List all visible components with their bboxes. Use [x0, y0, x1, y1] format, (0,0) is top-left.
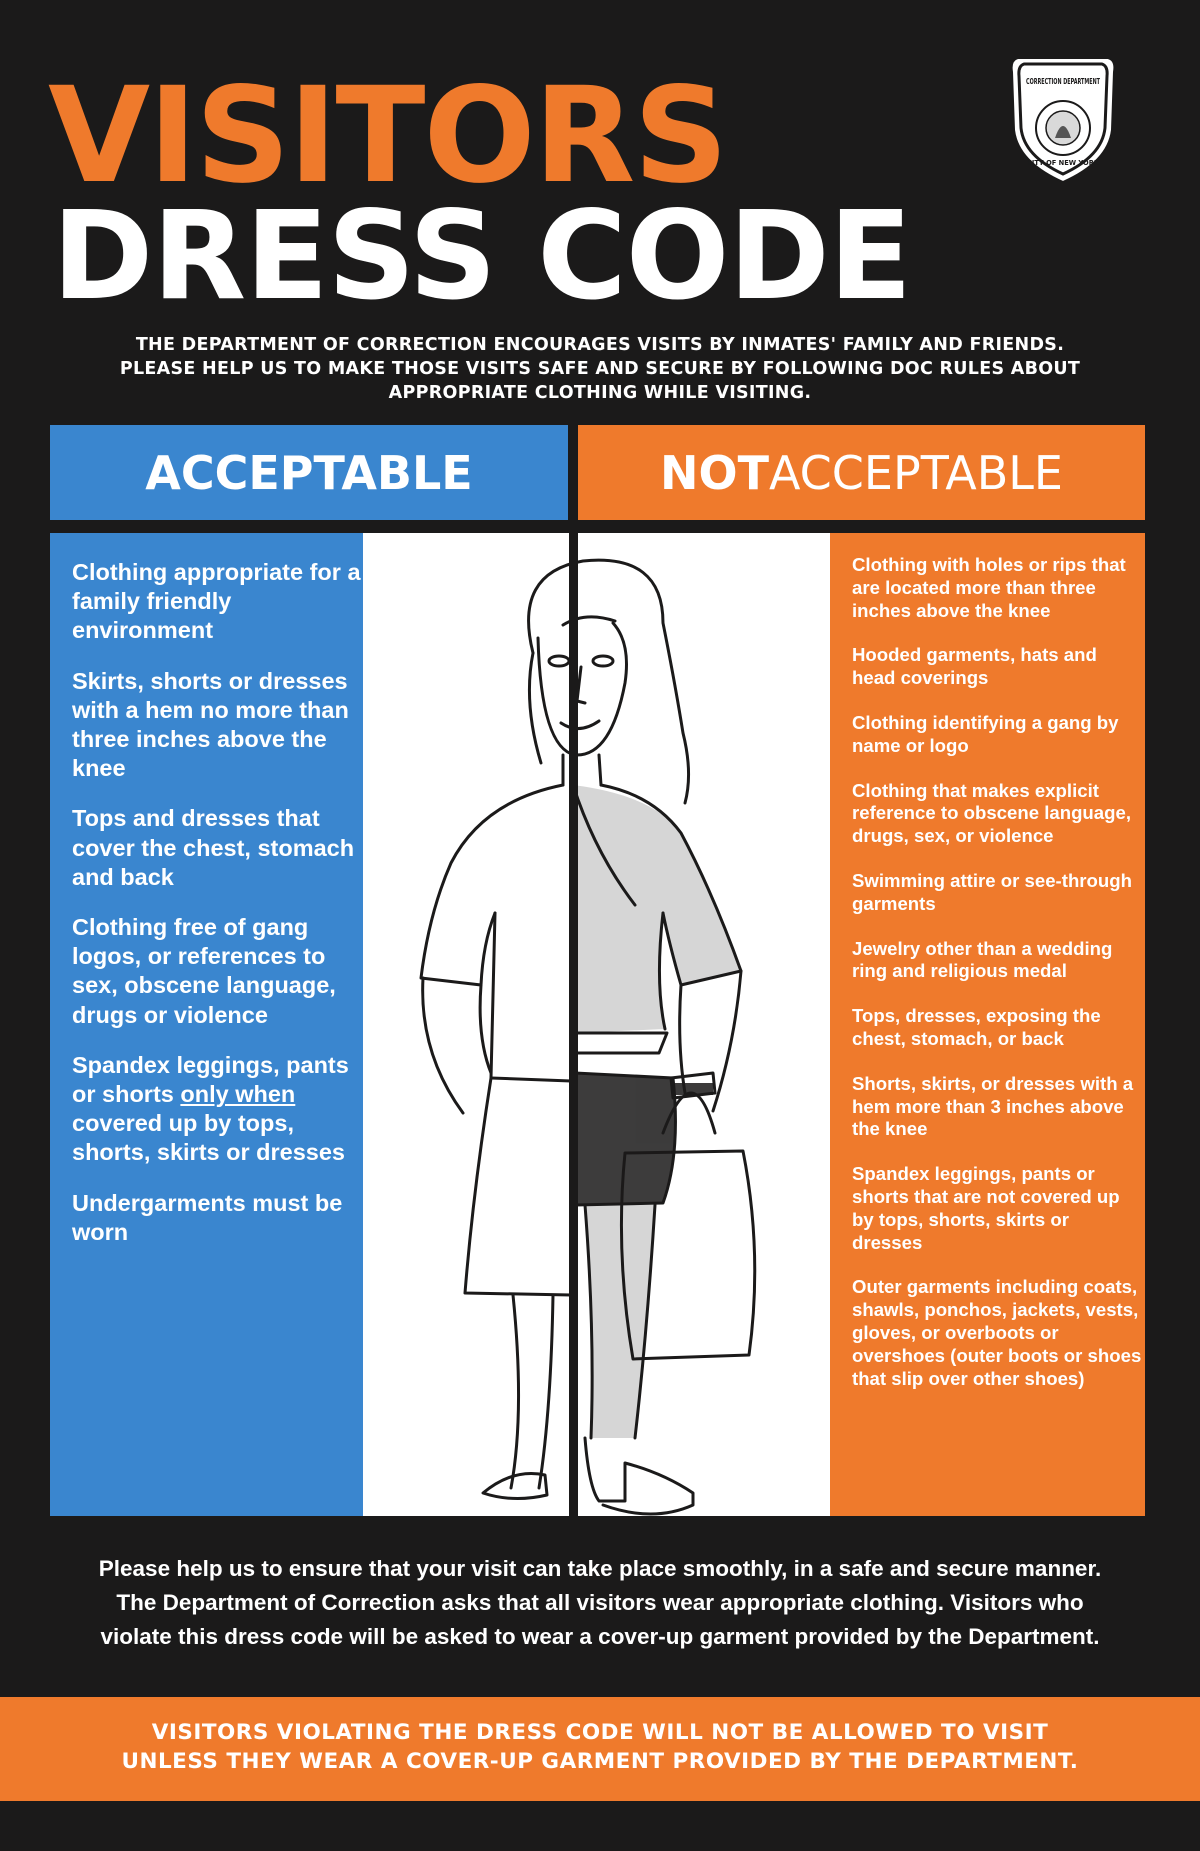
acceptable-item-part: Spandex leggings, pants or shorts — [72, 1051, 349, 1108]
acceptable-item: Clothing free of gang logos, or references to sex, obscene language, drugs or violence — [72, 914, 336, 1028]
title-visitors: VISITORS — [48, 59, 727, 213]
not-acceptable-item: Tops, dresses, exposing the chest, stomach, or back — [852, 1005, 1101, 1049]
not-acceptable-item: Hooded garments, hats and head coverings — [852, 644, 1097, 689]
footer-note-line: Please help us to ensure that your visit can take place smoothly, in a safe and secure manner. — [98, 1556, 1102, 1581]
not-acceptable-item: Clothing identifying a gang by name or logo — [852, 711, 1119, 756]
not-acceptable-item: Outer garments including coats, shawls, ponchos, jackets, vests, gloves, or overboots or overshoes (outer boots or shoes that slip over other shoes) — [852, 1276, 1142, 1389]
not-acceptable-header — [578, 425, 1145, 520]
intro-line: PLEASE HELP US TO MAKE THOSE VISITS SAFE AND SECURE BY FOLLOWING DOC RULES ABOUT — [119, 359, 1081, 379]
figure-panel — [363, 533, 830, 1516]
correction-department-badge-icon — [1008, 50, 1118, 186]
warning-banner-text — [0, 1718, 1200, 1776]
column-divider — [569, 533, 578, 1516]
not-acceptable-item: Clothing with holes or rips that are located more than three inches above the knee — [852, 554, 1126, 621]
not-acceptable-heading-bold: NOT — [660, 445, 770, 500]
acceptable-item — [72, 1051, 362, 1168]
not-acceptable-list — [852, 554, 1142, 1390]
acceptable-list — [72, 558, 362, 1247]
footer-note-line: violate this dress code will be asked to wear a cover-up garment provided by the Department. — [100, 1624, 1100, 1649]
footer-note-line: The Department of Correction asks that all visitors wear appropriate clothing. Visitors who — [116, 1590, 1084, 1615]
not-acceptable-heading-rest: ACCEPTABLE — [769, 445, 1063, 500]
not-acceptable-item: Spandex leggings, pants or shorts that are not covered up by tops, shorts, skirts or dresses — [852, 1163, 1120, 1253]
acceptable-item: Skirts, shorts or dresses with a hem no more than three inches above the knee — [72, 667, 349, 782]
intro-line: APPROPRIATE CLOTHING WHILE VISITING. — [388, 383, 812, 403]
badge-top-text: CORRECTION DEPARTMENT — [1026, 77, 1101, 86]
not-acceptable-item: Shorts, skirts, or dresses with a hem more than 3 inches above the knee — [852, 1072, 1134, 1140]
warning-banner-line: UNLESS THEY WEAR A COVER-UP GARMENT PROVIDED BY THE DEPARTMENT. — [121, 1749, 1079, 1774]
acceptable-item-part: covered up by tops, shorts, skirts or dresses — [72, 1110, 345, 1166]
title-dress-code: DRESS CODE — [52, 185, 912, 327]
warning-banner-line: VISITORS VIOLATING THE DRESS CODE WILL NOT BE ALLOWED TO VISIT — [151, 1720, 1049, 1745]
acceptable-item: Clothing appropriate for a family friendly environment — [72, 559, 361, 644]
acceptable-item: Undergarments must be worn — [72, 1189, 343, 1245]
woman-figure-illustration — [363, 533, 830, 1516]
not-acceptable-item: Jewelry other than a wedding ring and religious medal — [852, 937, 1113, 982]
acceptable-item: Tops and dresses that cover the chest, stomach and back — [72, 805, 355, 890]
acceptable-heading: ACCEPTABLE — [145, 445, 473, 500]
not-acceptable-item: Swimming attire or see-through garments — [852, 869, 1132, 914]
intro-text — [40, 333, 1160, 405]
not-acceptable-item: Clothing that makes explicit reference to obscene language, drugs, sex, or violence — [852, 779, 1131, 847]
footer-note — [40, 1552, 1160, 1654]
acceptable-item-emphasis: only when — [180, 1081, 296, 1108]
acceptable-header — [50, 425, 568, 520]
intro-line: THE DEPARTMENT OF CORRECTION ENCOURAGES VISITS BY INMATES' FAMILY AND FRIENDS. — [135, 335, 1065, 355]
badge-ring-text: CITY OF NEW YORK — [1027, 159, 1100, 167]
